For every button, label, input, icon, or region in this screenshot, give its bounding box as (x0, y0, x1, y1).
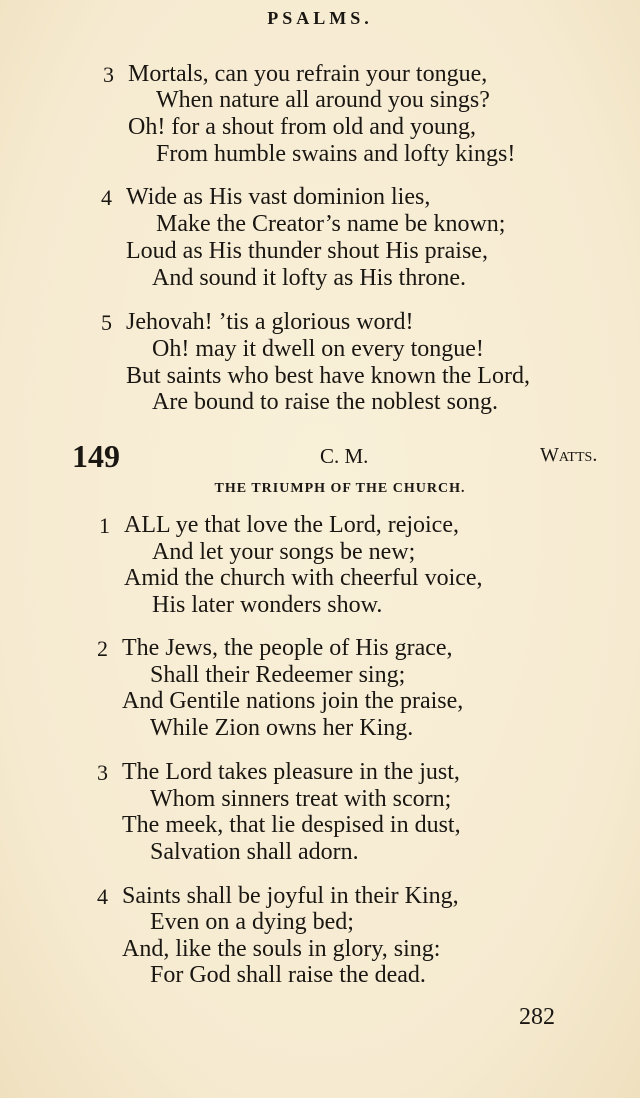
verse-line: While Zion owns her King. (150, 715, 414, 741)
verse-line: From humble swains and lofty kings! (156, 141, 516, 167)
verse-line: And Gentile nations join the praise, (122, 688, 464, 714)
verse-line: And, like the souls in glory, sing: (122, 936, 441, 962)
verse-line: And let your songs be new; (152, 539, 416, 565)
verse-line: But saints who best have known the Lord, (126, 363, 530, 389)
verse-line: Loud as His thunder shout His praise, (126, 238, 488, 264)
stanza-number: 2 (97, 636, 108, 661)
stanza-number: 4 (97, 884, 108, 909)
verse-line: Whom sinners treat with scorn; (150, 786, 452, 812)
stanza-number: 3 (103, 62, 114, 87)
stanza-number: 4 (101, 185, 112, 210)
stanza-number: 5 (101, 310, 112, 335)
running-head: PSALMS. (267, 8, 373, 28)
stanza-number: 3 (97, 760, 108, 785)
verse-line: Shall their Redeemer sing; (150, 662, 406, 688)
verse-line: Wide as His vast dominion lies, (126, 184, 431, 210)
verse-line: His later wonders show. (152, 592, 383, 618)
verse-line: Are bound to raise the noblest song. (152, 389, 498, 415)
verse-line: The Lord takes pleasure in the just, (122, 759, 460, 785)
hymn-meter: C. M. (320, 444, 369, 468)
verse-line: Jehovah! ’tis a glorious word! (126, 309, 414, 335)
verse-line: Saints shall be joyful in their King, (122, 883, 459, 909)
verse-line: Oh! for a shout from old and young, (128, 114, 476, 140)
stanza-number: 1 (99, 513, 110, 538)
verse-line: Even on a dying bed; (150, 909, 354, 935)
page-number: 282 (519, 1004, 555, 1030)
hymn-title: THE TRIUMPH OF THE CHURCH. (214, 481, 466, 496)
hymn-author: Watts. (540, 444, 598, 466)
verse-line: When nature all around you sings? (156, 87, 490, 113)
verse-line: And sound it lofty as His throne. (152, 265, 466, 291)
verse-line: Make the Creator’s name be known; (156, 211, 506, 237)
verse-line: Amid the church with cheerful voice, (124, 565, 483, 591)
verse-line: The Jews, the people of His grace, (122, 635, 453, 661)
verse-line: Salvation shall adorn. (150, 839, 359, 865)
verse-line: ALL ye that love the Lord, rejoice, (124, 512, 459, 538)
verse-line: Oh! may it dwell on every tongue! (152, 336, 484, 362)
hymn-number: 149 (72, 438, 120, 474)
verse-line: For God shall raise the dead. (150, 962, 426, 988)
verse-line: The meek, that lie despised in dust, (122, 812, 461, 838)
verse-line: Mortals, can you refrain your tongue, (128, 61, 488, 87)
